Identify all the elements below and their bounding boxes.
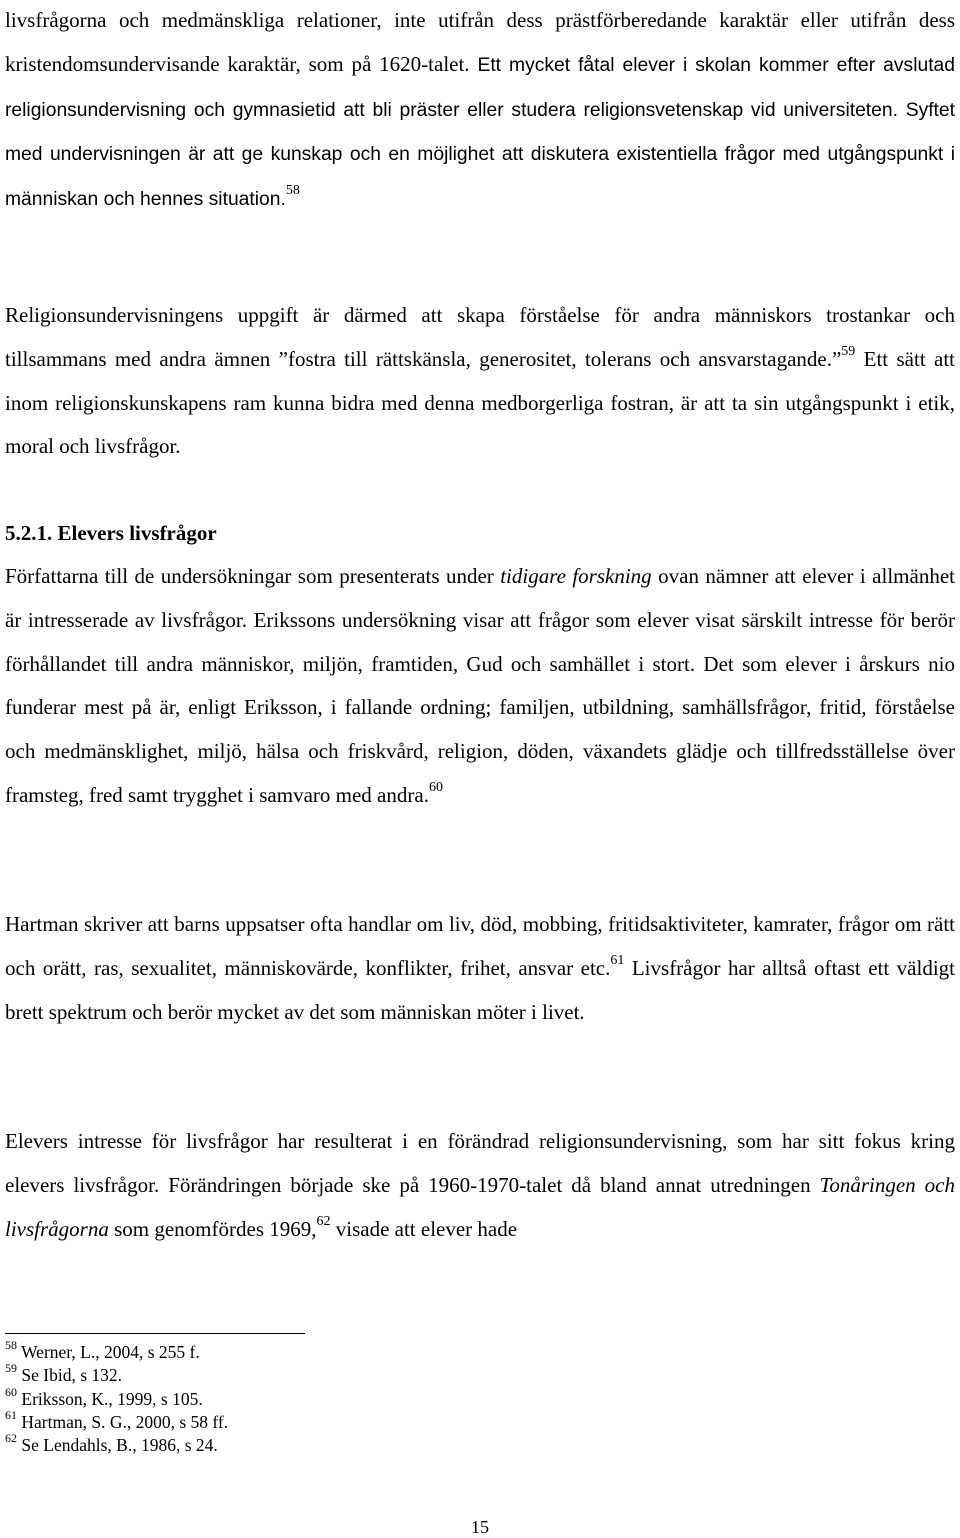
- footnote-list: [5, 1338, 605, 1457]
- footnote-ref-59[interactable]: 59: [841, 343, 856, 359]
- paragraph-3-text-a: Författarna till de undersökningar som presenterats under: [5, 564, 501, 588]
- paragraph-5-text-b: som genomfördes 1969,: [108, 1216, 317, 1241]
- paragraph-3: [5, 555, 955, 818]
- paragraph-2: [5, 294, 955, 469]
- paragraph-2-text-b: Ett sätt att inom religionskunskapens ram kunna bidra med denna medborgerliga fostran, är att ta sin utgångspunkt i etik, moral och livsfrågor.: [5, 346, 955, 459]
- paragraph-4-text-b: Livsfrågor har alltså oftast ett väldigt brett spektrum och berör mycket av det som människan möter i livet.: [5, 955, 955, 1024]
- footnote-number: 58: [5, 1338, 17, 1353]
- paragraph-5: [5, 1120, 955, 1251]
- paragraph-1-text-a: livsfrågorna och medmänskliga relationer, inte utifrån dess prästförberedande karaktär eller utifrån dess kristendomsundervisande karaktär, som på 1620-talet.: [5, 8, 955, 76]
- paragraph-5-italic: Tonåringen och livsfrågorna: [5, 1172, 956, 1241]
- paragraph-3-text-b: ovan nämner att elever i allmänhet är intresserade av livsfrågor. Erikssons undersökning visar att frågor som elever visat särskilt intresse för berör förhållandet till andra människor, miljön, framtiden, Gud och samhället i stort. Det som elever i årskurs nio funderar mest på är, enligt Eriksson, i fallande ordning; familjen, utbildning, samhällsfrågor, fritid, förståelse och medmänsklighet, miljö, hälsa och friskvård, religion, döden, växandets glädje och tillfredsställelse över framsteg, fred samt trygghet i samvaro med andra.: [5, 564, 955, 807]
- footnote-item: [5, 1431, 605, 1457]
- footnote-ref-60[interactable]: 60: [428, 779, 443, 795]
- footnote-text: Se Ibid, s 132.: [21, 1365, 122, 1386]
- footnote-number: 60: [5, 1384, 17, 1399]
- paragraph-1: [5, 0, 955, 222]
- paragraph-3-italic: tidigare forskning: [500, 564, 652, 588]
- paragraph-4: [5, 903, 955, 1034]
- footnote-text: Eriksson, K., 1999, s 105.: [21, 1388, 203, 1409]
- page-number: 15: [471, 1517, 489, 1537]
- paragraph-5-text-c: visade att elever hade: [330, 1216, 518, 1241]
- footnote-text: Se Lendahls, B., 1986, s 24.: [21, 1435, 218, 1456]
- footnote-number: 62: [5, 1431, 17, 1446]
- footnote-item: [5, 1338, 605, 1364]
- footnote-item: [5, 1384, 605, 1411]
- paragraph-4-text-a: Hartman skriver att barns uppsatser ofta handlar om liv, död, mobbing, fritidsaktiviteter, kamrater, frågor om rätt och orätt, ras, sexualitet, människovärde, konflikter, frihet, ansvar etc.: [5, 912, 955, 980]
- footnote-ref-61[interactable]: 61: [610, 952, 625, 968]
- footnote-separator: [5, 1333, 305, 1334]
- footnote-number: 61: [5, 1408, 17, 1423]
- section-heading: 5.2.1. Elevers livsfrågor: [5, 521, 217, 545]
- footnote-ref-62[interactable]: 62: [316, 1213, 331, 1229]
- footnote-ref-58[interactable]: 58: [285, 183, 300, 199]
- footnote-text: Hartman, S. G., 2000, s 58 ff.: [21, 1411, 229, 1432]
- footnote-item: [5, 1361, 605, 1387]
- paragraph-1-text-b: Ett mycket fåtal elever i skolan kommer efter avslutad religionsundervisning och gymnasietid att bli präster eller studera religionsvetenskap vid universiteten. Syftet med undervisningen är att ge kunskap och en möjlighet att diskutera existentiella frågor med utgångspunkt i människan och hennes situation.: [5, 54, 955, 211]
- paragraph-2-text-a: Religionsundervisningens uppgift är därmed att skapa förståelse för andra människors trostankar och tillsammans med andra ämnen ”fostra till rättskänsla, generositet, tolerans och ansvarstagande.”: [5, 303, 955, 371]
- footnote-item: [5, 1408, 605, 1434]
- paragraph-5-text-a: Elevers intresse för livsfrågor har resulterat i en förändrad religionsundervisning, som har sitt fokus kring elevers livsfrågor. Förändringen började ske på 1960-1970-talet då bland annat utredningen: [5, 1129, 955, 1197]
- footnote-number: 59: [5, 1361, 17, 1376]
- footnote-text: Werner, L., 2004, s 255 f.: [21, 1342, 200, 1362]
